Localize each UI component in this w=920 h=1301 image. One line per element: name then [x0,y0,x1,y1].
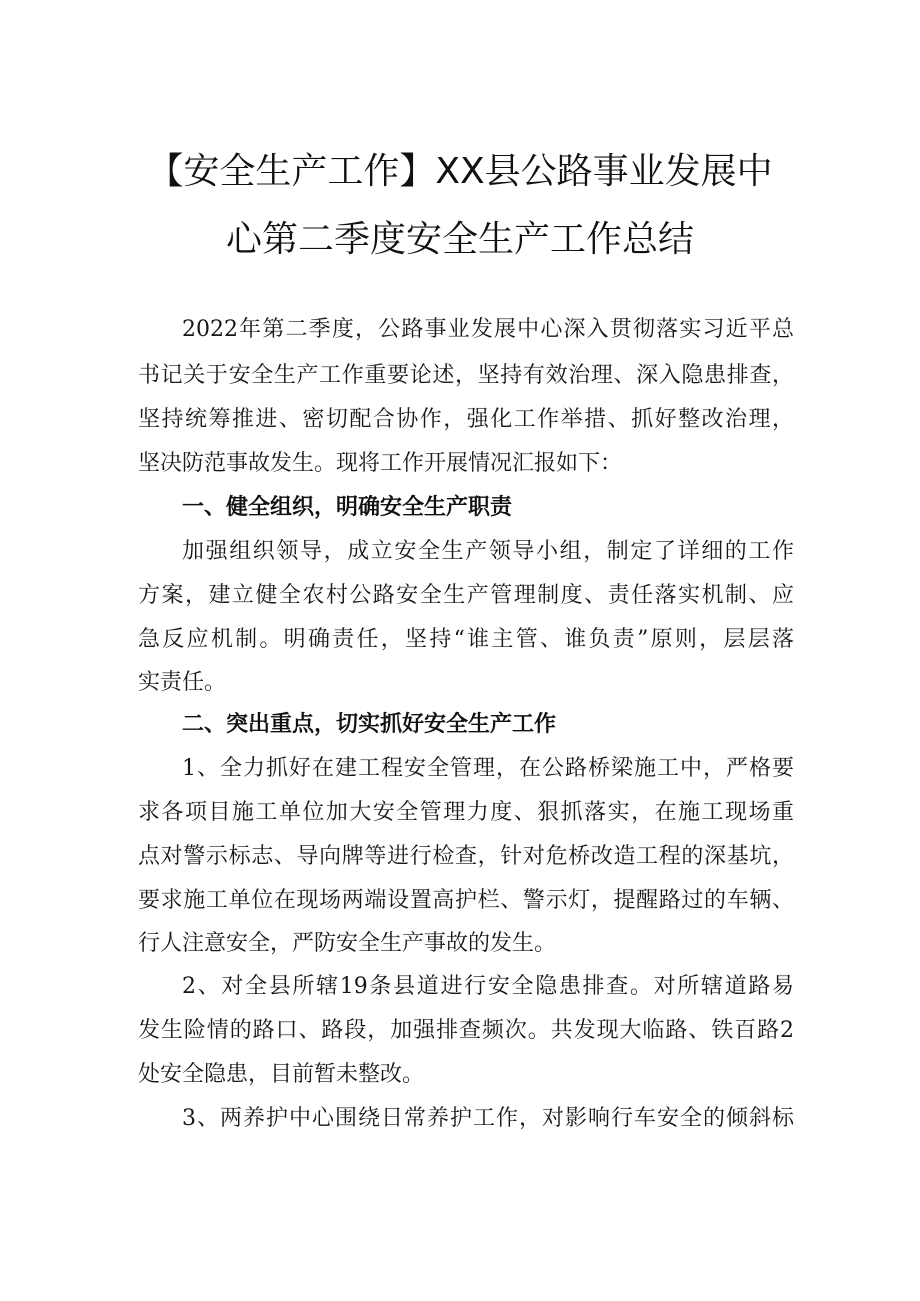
item-1-line: 1、全力抓好在建工程安全管理，在公路桥梁施工中，严格要 [182,756,794,781]
document-title-line-2: 心第二季度安全生产工作总结 [225,219,694,260]
section-1-line: 实责任。 [138,670,227,695]
section-1-line: 加强组织领导，成立安全生产领导小组，制定了详细的工作 [182,539,794,564]
intro-line: 坚决防范事故发生。现将工作开展情况汇报如下： [138,451,623,476]
item-2-line: 发生险情的路口、路段，加强排查频次。共发现大临路、铁百路2 [138,1018,794,1043]
document-title-line-1: 【安全生产工作】XX县公路事业发展中 [147,151,773,192]
item-2-line: 2、对全县所辖19条县道进行安全隐患排查。对所辖道路易 [182,974,794,999]
item-3-line: 3、两养护中心围绕日常养护工作，对影响行车安全的倾斜标 [182,1106,794,1131]
section-2-heading: 二、突出重点，切实抓好安全生产工作 [182,712,557,737]
intro-line: 书记关于安全生产工作重要论述，坚持有效治理、深入隐患排查， [138,363,794,388]
item-1-line: 要求施工单位在现场两端设置高护栏、警示灯，提醒路过的车辆、 [138,888,794,913]
item-2-line: 处安全隐患，目前暂未整改。 [138,1062,425,1087]
intro-line: 2022年第二季度，公路事业发展中心深入贯彻落实习近平总 [182,317,794,342]
item-1-line: 求各项目施工单位加大安全管理力度、狠抓落实，在施工现场重 [138,800,794,825]
section-1-line: 方案，建立健全农村公路安全生产管理制度、责任落实机制、应 [138,583,794,608]
intro-line: 坚持统筹推进、密切配合协作，强化工作举措、抓好整改治理， [138,407,794,432]
section-1-heading: 一、健全组织，明确安全生产职责 [182,495,513,520]
section-1-line: 急反应机制。明确责任，坚持“谁主管、谁负责”原则，层层落 [138,627,794,652]
item-1-line: 点对警示标志、导向牌等进行检查，针对危桥改造工程的深基坑， [138,844,794,869]
item-1-line: 行人注意安全，严防安全生产事故的发生。 [138,931,557,956]
